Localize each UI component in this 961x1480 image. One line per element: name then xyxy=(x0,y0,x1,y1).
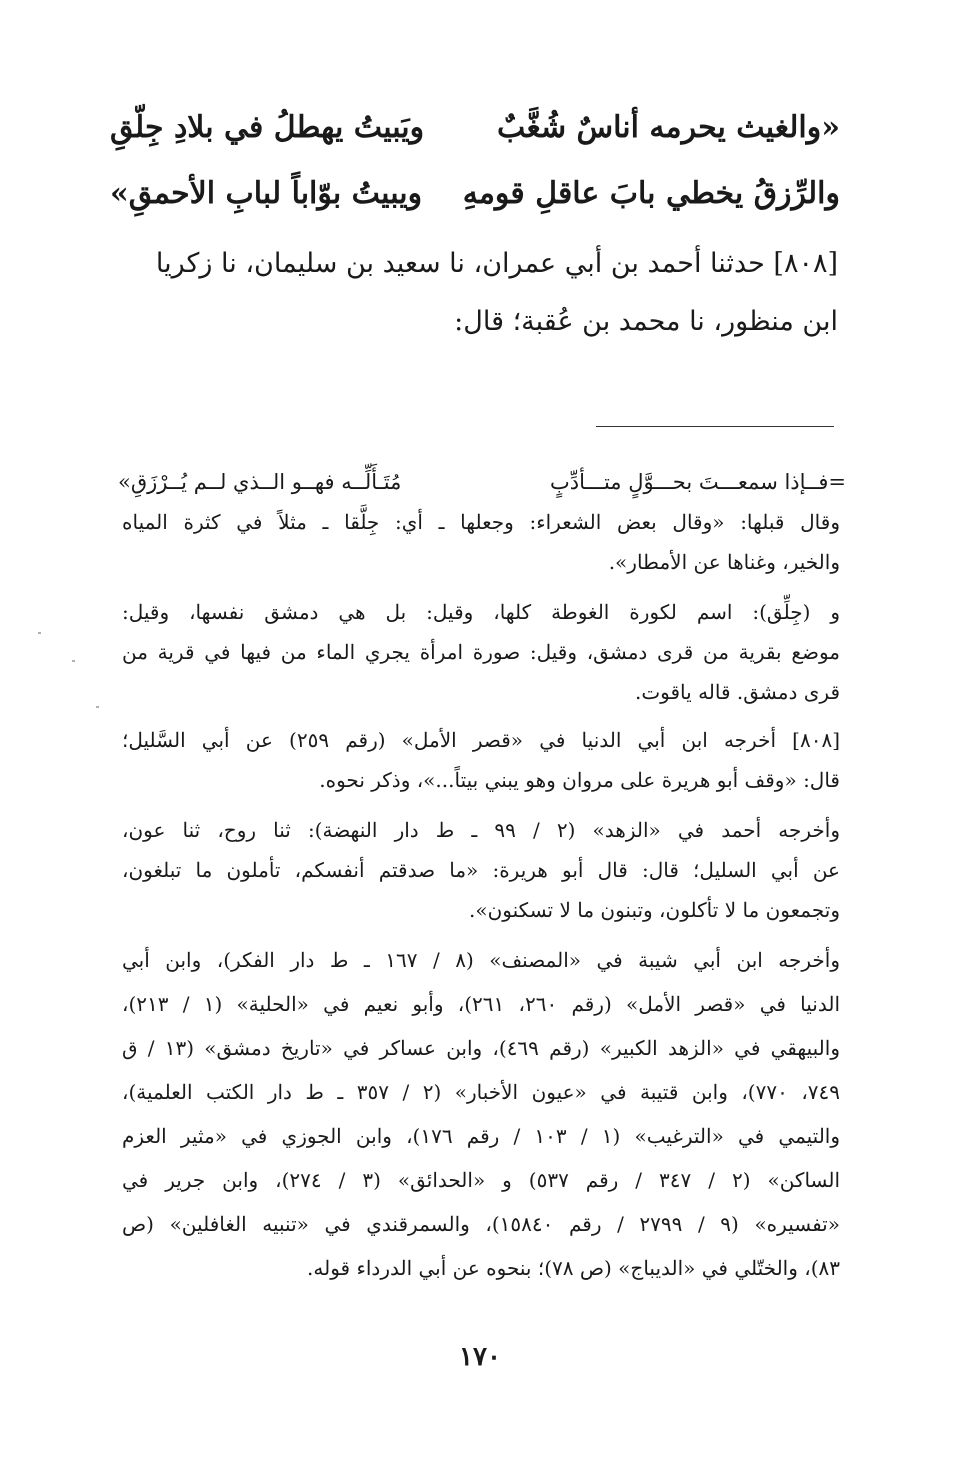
verse-1-second-hemistich: ويَبيتُ يهطلُ في بلادِ جِلّقِ xyxy=(110,110,425,145)
footnote-line: قرى دمشق. قاله ياقوت. xyxy=(634,680,840,704)
footnote-separator xyxy=(596,426,834,427)
footnote-line: وتجمعون ما لا تأكلون، وتبنون ما لا تسكنون». xyxy=(469,898,840,922)
footnote-verse-first-hemistich: =فــإذا سمعـــتَ بحـــوَّلٍ متـــأدِّبٍ xyxy=(549,470,846,494)
footnote-line: وأخرجه ابن أبي شيبة في «المصنف» (٨ / ١٦٧ ـ ط دار الفكر)، وابن أبي xyxy=(122,948,840,972)
footnote-line: والخير، وغناها عن الأمطار». xyxy=(608,550,840,574)
footnote-line: وأخرجه أحمد في «الزهد» (٢ / ٩٩ ـ ط دار النهضة): ثنا روح، ثنا عون، xyxy=(122,818,841,842)
verse-2-first-hemistich: والرِّزقُ يخطي بابَ عاقلِ قومهِ xyxy=(462,176,840,211)
verse-line-1 xyxy=(110,110,840,145)
verse-1-first-hemistich: «والغيث يحرمه أناسٌ شُغَّبٌ xyxy=(497,110,840,145)
hadith-chain-line-1: [٨٠٨] حدثنا أحمد بن أبي عمران، نا سعيد بن سليمان، نا زكريا xyxy=(155,248,838,279)
footnote-line: وقال قبلها: «وقال بعض الشعراء: وجعلها ـ أي: جِلَّقا ـ مثلاً في كثرة المياه xyxy=(122,510,840,534)
footnote-line: عن أبي السليل؛ قال: قال أبو هريرة: «ما صدقتم أنفسكم، تأملون ما تبلغون، xyxy=(122,858,840,882)
footnote-line: ٨٣)، والختّلي في «الديباج» (ص ٧٨)؛ بنحوه عن أبي الدرداء قوله. xyxy=(307,1256,840,1280)
verse-2-second-hemistich: ويبيتُ بوّاباً لبابِ الأحمقِ» xyxy=(110,176,423,211)
scan-speck xyxy=(72,660,75,662)
footnote-line: ٧٤٩، ٧٧٠)، وابن قتيبة في «عيون الأخبار» (٢ / ٣٥٧ ـ ط دار الكتب العلمية)، xyxy=(122,1080,841,1104)
scan-speck xyxy=(96,706,99,708)
footnote-line: موضع بقرية من قرى دمشق، وقيل: صورة امرأة يجري الماء من فيها في قرية من xyxy=(122,640,840,664)
footnote-line: والتيمي في «الترغيب» (١ / ١٠٣ / رقم ١٧٦)، وابن الجوزي في «مثير العزم xyxy=(122,1124,841,1148)
footnote-line: والبيهقي في «الزهد الكبير» (رقم ٤٦٩)، وابن عساكر في «تاريخ دمشق» (١٣ / ق xyxy=(122,1036,840,1060)
hadith-chain-line-2: ابن منظور، نا محمد بن عُقبة؛ قال: xyxy=(454,306,838,337)
footnote-verse-second-hemistich: مُتَـأَلِّــه فهــو الــذي لــم يُــرْزَقِ» xyxy=(118,470,402,494)
footnote-line: الساكن» (٢ / ٣٤٧ / رقم ٥٣٧) و «الحدائق» (٣ / ٢٧٤)، وابن جرير في xyxy=(122,1168,841,1192)
footnote-line: [٨٠٨] أخرجه ابن أبي الدنيا في «قصر الأمل» (رقم ٢٥٩) عن أبي السَّليل؛ xyxy=(122,728,840,752)
footnote-line: و (جِلِّق): اسم لكورة الغوطة كلها، وقيل: بل هي دمشق نفسها، وقيل: xyxy=(122,600,840,624)
footnote-verse xyxy=(118,470,846,494)
footnote-line: «تفسيره» (٩ / ٢٧٩٩ / رقم ١٥٨٤٠)، والسمرقندي في «تنبيه الغافلين» (ص xyxy=(122,1212,840,1236)
scan-speck xyxy=(38,632,41,634)
footnote-line: قال: «وقف أبو هريرة على مروان وهو يبني بيتاً...»، وذكر نحوه. xyxy=(319,768,840,792)
footnote-line: الدنيا في «قصر الأمل» (رقم ٢٦٠، ٢٦١)، وأبو نعيم في «الحلية» (١ / ٢١٣)، xyxy=(122,992,841,1016)
verse-line-2 xyxy=(110,176,840,211)
page-number: ١٧٠ xyxy=(459,1342,501,1372)
